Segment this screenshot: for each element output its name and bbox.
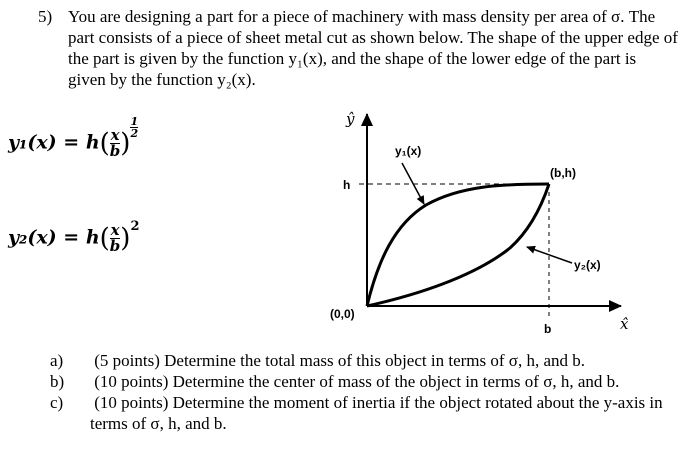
question-part-c-label: c): [50, 393, 64, 412]
question-part-c-text: (10 points) Determine the moment of inertia if the object rotated about the y-axis in terms of σ, h, and b.: [90, 393, 663, 433]
question-parts: [50, 350, 680, 434]
y2-label: y₂(x): [574, 258, 601, 272]
equation-y2-exponent: 2: [130, 218, 140, 234]
equation-y1-frac-den: b: [109, 142, 121, 160]
question-part-c: [50, 392, 680, 434]
equation-y1: $y_1(x) = h(\frac{x}{b}$ )$^{\frac{1}{2}}$: [8, 114, 139, 160]
y1-curve: [367, 184, 549, 306]
equation-y1-exp-num: 1: [130, 114, 139, 128]
question-part-b-label: b): [50, 372, 65, 391]
corner-label: (b,h): [550, 166, 576, 180]
question-part-a-label: a): [50, 351, 64, 370]
h-label: h: [343, 178, 351, 192]
question-part-a: [50, 350, 680, 371]
origin-label: (0,0): [330, 307, 355, 321]
equation-y2: $y_2(x) = h(\frac{x}{b}$ )$^2$: [8, 218, 140, 255]
b-label: b: [544, 322, 552, 336]
y2-curve: [367, 184, 549, 306]
equation-y1-frac-num: x: [110, 126, 120, 144]
equation-y1-lhs: y₁(x) = h: [8, 131, 100, 154]
equation-y2-frac-num: x: [110, 221, 120, 239]
equation-y2-lhs: y₂(x) = h: [8, 226, 100, 249]
problem-number: 5): [38, 7, 53, 26]
question-part-b: [50, 371, 680, 392]
y1-label: y₁(x): [395, 144, 422, 158]
equation-y1-exp-den: 2: [130, 126, 139, 140]
equation-y2-frac-den: b: [109, 237, 121, 255]
question-part-a-text: (5 points) Determine the total mass of this object in terms of σ, h, and b.: [94, 351, 585, 370]
x-axis-label: x̂: [620, 315, 629, 333]
y-axis-label: ŷ: [346, 110, 355, 128]
problem-text: You are designing a part for a piece of machinery with mass density per area of σ. The part consists of a piece of sheet metal cut as shown below. The shape of the upper edge of the part is given by the function y₁(x), and the shape of the lower edge of the part is given by the function y₂(x).: [68, 7, 678, 89]
question-part-b-text: (10 points) Determine the center of mass of the object in terms of σ, h, and b.: [94, 372, 620, 391]
